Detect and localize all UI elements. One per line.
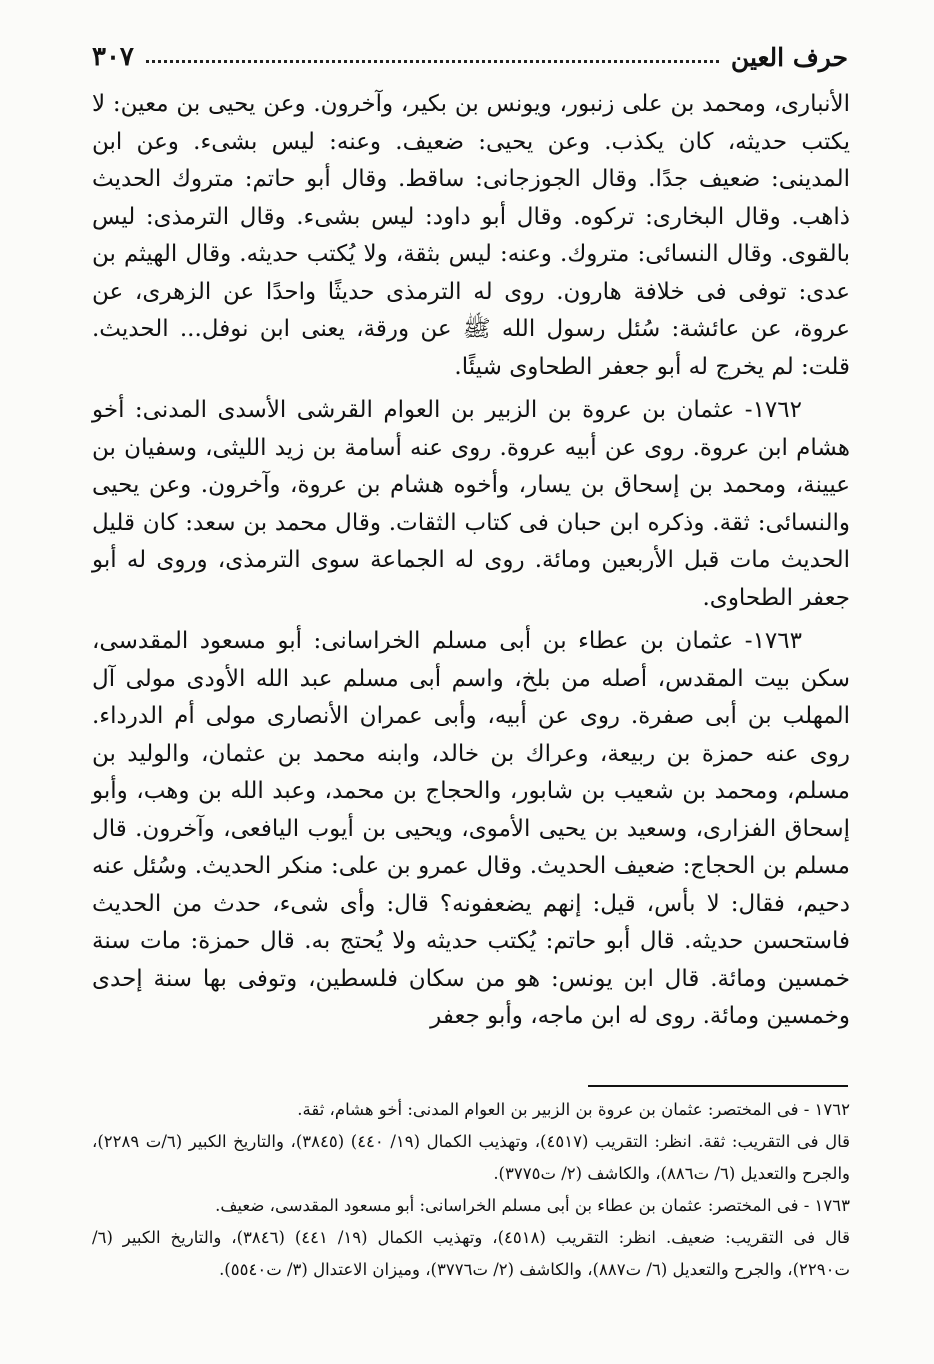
running-title: حرف العين <box>730 42 848 72</box>
main-text <box>92 88 850 1036</box>
header-dotted-leader <box>146 60 719 63</box>
footnote-1763-references: قال فى التقريب: ضعيف. انظر: التقريب (٤٥١٨)، وتهذيب الكمال (١٩/ ٤٤١) (٣٨٤٦)، والتاريخ الكبير (٦/ ت٢٢٩٠)، والجرح والتعديل (٦/ ت٨٨٧)، والكاشف (٢/ ت٣٧٧٦)، وميزان الاعتدال (٣/ ت٥٥٤٠). <box>92 1228 850 1279</box>
footnote-1762-references: قال فى التقريب: ثقة. انظر: التقريب (٤٥١٧)، وتهذيب الكمال (١٩/ ٤٤٠) (٣٨٤٥)، والتاريخ الكبير (٦/ت ٢٢٨٩)، والجرح والتعديل (٦/ ت٨٨٦)، والكاشف (٢/ ت٣٧٧٥). <box>92 1132 850 1183</box>
footnote-1762-summary: ١٧٦٢ - فى المختصر: عثمان بن عروة بن الزبير بن العوام المدنى: أخو هشام، ثقة. <box>297 1100 850 1119</box>
footnote-separator <box>588 1085 848 1087</box>
page-number: ٣٠٧ <box>92 42 134 72</box>
entry-1763: ١٧٦٣- عثمان بن عطاء بن أبى مسلم الخراسانى: أبو مسعود المقدسى، سكن بيت المقدس، أصله من بلخ، واسم أبى مسلم عبد الله الأودى مولى آل المهلب بن أبى صفرة. روى عن أبيه، وأبى عمران الأنصارى مولى أم الدرداء. روى عنه حمزة بن ربيعة، وعراك بن خالد، وابنه محمد بن عثمان، والوليد بن مسلم، ومحمد بن شعيب بن شابور، والحجاج بن محمد، وعبد الله بن وهب، وأبو إسحاق الفزارى، وسعيد بن يحيى الأموى، ويحيى بن أيوب اليافعى، وآخرون. قال مسلم بن الحجاج: ضعيف الحديث. وقال عمرو بن على: منكر الحديث. وسُئل عنه دحيم، فقال: لا بأس، قيل: إنهم يضعفونه؟ قال: وأى شىء، حدث من الحديث فاستحسن حديثه. قال أبو حاتم: يُكتب حديثه ولا يُحتج به. قال حمزة: مات سنة خمسين ومائة. قال ابن يونس: هو من سكان فلسطين، وتوفى بها سنة إحدى وخمسين ومائة. روى له ابن ماجه، وأبو جعفر <box>92 628 850 1029</box>
entry-continuation: الأنبارى، ومحمد بن على زنبور، ويونس بن بكير، وآخرون. وعن يحيى بن معين: لا يكتب حديثه، كان يكذب. وعن يحيى: ضعيف. وعنه: ليس بشىء. وعن ابن المدينى: ضعيف جدًا. وقال الجوزجانى: ساقط. وقال أبو حاتم: متروك الحديث ذاهب. وقال البخارى: تركوه. وقال أبو داود: ليس بشىء. وقال الترمذى: ليس بالقوى. وقال النسائى: متروك. وعنه: ليس بثقة، ولا يُكتب حديثه. وقال الهيثم بن عدى: توفى فى خلافة هارون. روى له الترمذى حديثًا واحدًا عن الزهرى، عن عروة، عن عائشة: سُئل رسول الله ﷺ عن ورقة، يعنى ابن نوفل... الحديث. قلت: لم يخرج له أبو جعفر الطحاوى شيئًا. <box>92 91 850 380</box>
page-header <box>92 32 848 82</box>
footnote-1763-summary: ١٧٦٣ - فى المختصر: عثمان بن عطاء بن أبى مسلم الخراسانى: أبو مسعود المقدسى، ضعيف. <box>215 1196 850 1215</box>
entry-1762: ١٧٦٢- عثمان بن عروة بن الزبير بن العوام القرشى الأسدى المدنى: أخو هشام ابن عروة. روى عن أبيه عروة. روى عنه أسامة بن زيد الليثى، وسفيان بن عيينة، ومحمد بن إسحاق بن يسار، وأخوه هشام بن عروة، وآخرون. وعن يحيى والنسائى: ثقة. وذكره ابن حبان فى كتاب الثقات. وقال محمد بن سعد: كان قليل الحديث مات قبل الأربعين ومائة. روى له الجماعة سوى الترمذى، وروى له أبو جعفر الطحاوى. <box>92 397 850 611</box>
footnotes <box>92 1094 850 1286</box>
